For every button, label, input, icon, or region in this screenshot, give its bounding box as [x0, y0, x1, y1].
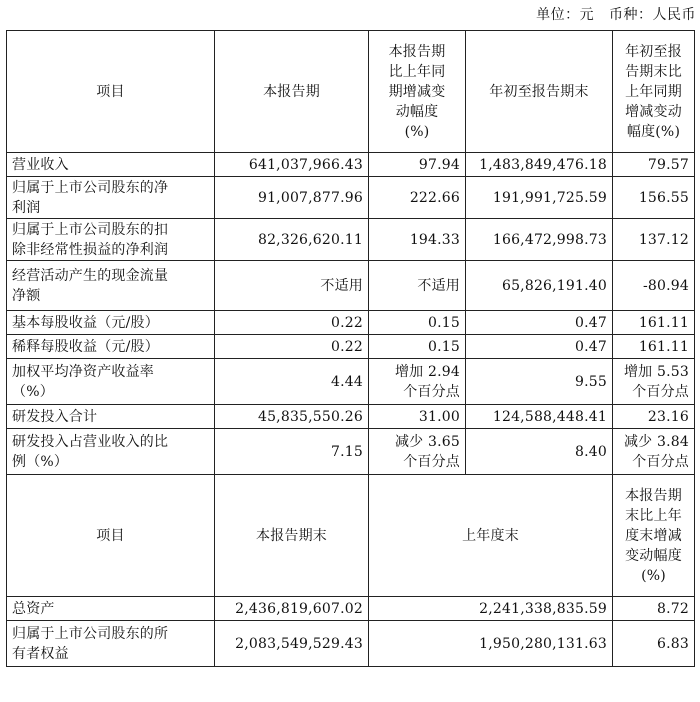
prior-year-end-value: 1,950,280,131.63	[369, 621, 613, 667]
current-value: 45,835,550.26	[215, 405, 369, 429]
currency-label: 币种：	[609, 7, 653, 23]
header2-prior-year-end: 上年度末	[369, 475, 613, 597]
change-value: 6.83	[613, 621, 695, 667]
ytd-change-value: 161.11	[613, 335, 695, 359]
header-row-1	[7, 31, 695, 153]
ytd-value: 166,472,998.73	[466, 219, 613, 261]
header-row-2	[7, 475, 695, 597]
ytd-value: 191,991,725.59	[466, 177, 613, 219]
change-value: 194.33	[369, 219, 466, 261]
ytd-value: 9.55	[466, 359, 613, 405]
prior-year-end-value: 2,241,338,835.59	[369, 597, 613, 621]
period-end-value: 2,436,819,607.02	[215, 597, 369, 621]
current-value: 82,326,620.11	[215, 219, 369, 261]
header-ytd-change: 年初至报 告期末比 上年同期 增减变动 幅度(%)	[613, 31, 695, 153]
change-value: 减少 3.65 个百分点	[369, 429, 466, 475]
ytd-value: 65,826,191.40	[466, 261, 613, 311]
table-row	[7, 261, 695, 311]
ytd-change-value: 161.11	[613, 311, 695, 335]
table-row	[7, 335, 695, 359]
row-label: 归属于上市公司股东的扣 除非经常性损益的净利润	[7, 219, 215, 261]
table-row	[7, 359, 695, 405]
current-value: 641,037,966.43	[215, 153, 369, 177]
table-row	[7, 177, 695, 219]
period-end-value: 2,083,549,529.43	[215, 621, 369, 667]
change-value: 8.72	[613, 597, 695, 621]
header-ytd: 年初至报告期末	[466, 31, 613, 153]
ytd-value: 124,588,448.41	[466, 405, 613, 429]
row-label: 基本每股收益（元/股）	[7, 311, 215, 335]
change-value: 增加 2.94 个百分点	[369, 359, 466, 405]
row-label: 营业收入	[7, 153, 215, 177]
ytd-change-value: 156.55	[613, 177, 695, 219]
table-row	[7, 219, 695, 261]
current-value: 不适用	[215, 261, 369, 311]
ytd-value: 0.47	[466, 335, 613, 359]
unit-label: 单位：	[536, 7, 580, 23]
ytd-value: 0.47	[466, 311, 613, 335]
header2-change: 本报告期 末比上年 度末增减 变动幅度 (%)	[613, 475, 695, 597]
ytd-change-value: 增加 5.53 个百分点	[613, 359, 695, 405]
unit-currency-line	[536, 4, 696, 26]
current-value: 4.44	[215, 359, 369, 405]
ytd-change-value: 减少 3.84 个百分点	[613, 429, 695, 475]
current-value: 0.22	[215, 335, 369, 359]
row-label: 稀释每股收益（元/股）	[7, 335, 215, 359]
ytd-change-value: 23.16	[613, 405, 695, 429]
row-label: 经营活动产生的现金流量 净额	[7, 261, 215, 311]
change-value: 97.94	[369, 153, 466, 177]
change-value: 0.15	[369, 311, 466, 335]
row-label: 归属于上市公司股东的净 利润	[7, 177, 215, 219]
change-value: 不适用	[369, 261, 466, 311]
current-value: 7.15	[215, 429, 369, 475]
table-row	[7, 405, 695, 429]
table-row	[7, 621, 695, 667]
change-value: 0.15	[369, 335, 466, 359]
header-yoy-change: 本报告期 比上年同 期增减变 动幅度 (%)	[369, 31, 466, 153]
ytd-change-value: 137.12	[613, 219, 695, 261]
row-label: 归属于上市公司股东的所 有者权益	[7, 621, 215, 667]
header2-period-end: 本报告期末	[215, 475, 369, 597]
change-value: 31.00	[369, 405, 466, 429]
ytd-change-value: 79.57	[613, 153, 695, 177]
row-label: 研发投入占营业收入的比 例（%）	[7, 429, 215, 475]
table-row	[7, 311, 695, 335]
row-label: 加权平均净资产收益率 （%）	[7, 359, 215, 405]
financial-data-table	[6, 30, 695, 667]
header-current-period: 本报告期	[215, 31, 369, 153]
table-row	[7, 153, 695, 177]
table-row	[7, 429, 695, 475]
ytd-change-value: -80.94	[613, 261, 695, 311]
change-value: 222.66	[369, 177, 466, 219]
current-value: 91,007,877.96	[215, 177, 369, 219]
row-label: 研发投入合计	[7, 405, 215, 429]
row-label: 总资产	[7, 597, 215, 621]
unit-value: 元	[579, 7, 595, 23]
table-row	[7, 597, 695, 621]
header-item: 项目	[7, 31, 215, 153]
currency-value: 人民币	[652, 7, 696, 23]
header2-item: 项目	[7, 475, 215, 597]
current-value: 0.22	[215, 311, 369, 335]
ytd-value: 8.40	[466, 429, 613, 475]
ytd-value: 1,483,849,476.18	[466, 153, 613, 177]
